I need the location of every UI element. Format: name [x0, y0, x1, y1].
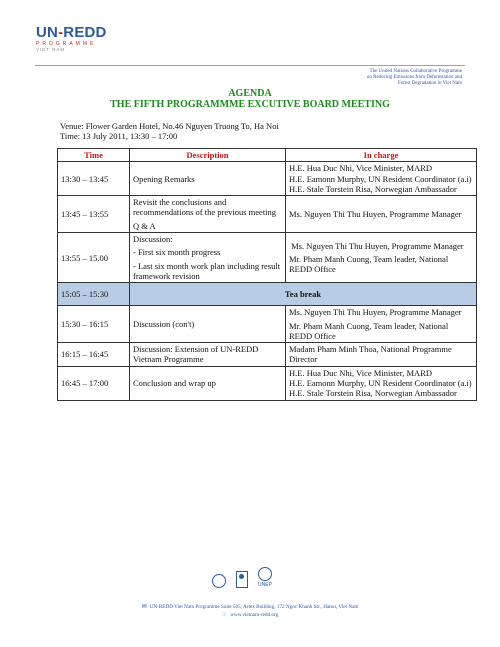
- in-charge-cell: Ms. Nguyen Thi Thu Huyen, Programme Manager Mr. Pham Manh Cuong, Team leader, National REDD Office: [286, 233, 477, 283]
- logo-programme: PROGRAMME: [36, 41, 97, 47]
- description-cell: Discussion: - First six month progress - Last six month work plan including result framework revision: [130, 233, 286, 283]
- footer-website[interactable]: www.vietnam-redd.org: [230, 612, 279, 618]
- footer-contact: [0, 603, 500, 619]
- time-cell: 16:45 – 17:00: [58, 366, 130, 400]
- in-charge-cell: Ms. Nguyen Thi Thu Huyen, Programme Manager Mr. Pham Manh Cuong, Team leader, National REDD Office: [286, 306, 477, 343]
- description-cell: Discussion (con't): [130, 306, 286, 343]
- description-cell: Conclusion and wrap up: [130, 366, 286, 400]
- description-cell: Discussion: Extension of UN-REDD Vietnam Programme: [130, 343, 286, 367]
- description-cell: Revisit the conclusions and recommendations of the previous meeting Q & A: [130, 196, 286, 233]
- in-charge-cell: H.E. Hua Duc Nhi, Vice Minister, MARD H.E. Eamonn Murphy, UN Resident Coordinator (a.i) H.E. Stale Torstein Risa, Norwegian Ambassador: [286, 366, 477, 400]
- in-charge-cell: Ms. Nguyen Thi Thu Huyen, Programme Manager: [286, 196, 477, 233]
- time-cell: 16:15 – 16:45: [58, 343, 130, 367]
- table-row: [58, 343, 477, 367]
- in-charge-cell: Madam Pham Minh Thoa, National Programme Director: [286, 343, 477, 367]
- column-header-time: Time: [58, 149, 130, 162]
- table-row-tea-break: [58, 283, 477, 306]
- envelope-icon: ✉: [141, 603, 147, 610]
- fao-seal-icon: [212, 574, 226, 588]
- time-cell: 15:30 – 16:15: [58, 306, 130, 343]
- time-cell: 13:45 – 13:55: [58, 196, 130, 233]
- table-row: [58, 306, 477, 343]
- logo-wordmark: UN-REDD: [36, 24, 107, 41]
- time-cell: 13:30 – 13:45: [58, 162, 130, 196]
- table-header-row: [58, 149, 477, 162]
- table-row: [58, 196, 477, 233]
- meeting-details: [60, 121, 279, 141]
- venue-line: Venue: Flower Garden Hotel, No.46 Nguyen Truong To, Ha Noi: [60, 121, 279, 131]
- time-line: Time: 13 July 2011, 13:30 – 17:00: [60, 131, 178, 141]
- tea-break-label: Tea break: [130, 283, 477, 306]
- undp-logo-icon: [236, 571, 248, 588]
- agenda-title: AGENDA: [228, 88, 272, 99]
- partner-logos: [212, 567, 272, 588]
- column-header-description: Description: [130, 149, 286, 162]
- time-cell: 13:55 – 15.00: [58, 233, 130, 283]
- unep-emblem-icon: [258, 567, 272, 581]
- description-cell: Opening Remarks: [130, 162, 286, 196]
- meeting-title: THE FIFTH PROGRAMMME EXCUTIVE BOARD MEETING: [110, 99, 390, 110]
- table-row: [58, 162, 477, 196]
- logo-country: VIET NAM: [36, 47, 66, 52]
- footer-address: UN-REDD Viet Nam Programme Suite 505, Artex Building, 172 Ngoc Khanh Str., Hanoi, Viet Nam: [149, 604, 359, 610]
- column-header-in-charge: In charge: [286, 149, 477, 162]
- unep-logo-icon: [258, 567, 272, 588]
- time-cell: 15:05 – 15:30: [58, 283, 130, 306]
- unep-label: UNEP: [258, 582, 272, 588]
- header-divider: [35, 65, 465, 66]
- website-icon: ☞: [221, 611, 228, 618]
- table-row: [58, 366, 477, 400]
- programme-description: The United Nations Collaborative Programme on Reducing Emissions from Deforestation and Forest Degradation in Viet Nam: [366, 69, 462, 86]
- un-redd-logo: [36, 25, 107, 52]
- in-charge-cell: H.E. Hua Duc Nhi, Vice Minister, MARD H.E. Eamonn Murphy, UN Resident Coordinator (a.i) H.E. Stale Torstein Risa, Norwegian Ambassador: [286, 162, 477, 196]
- agenda-table: [57, 148, 477, 401]
- table-row: [58, 233, 477, 283]
